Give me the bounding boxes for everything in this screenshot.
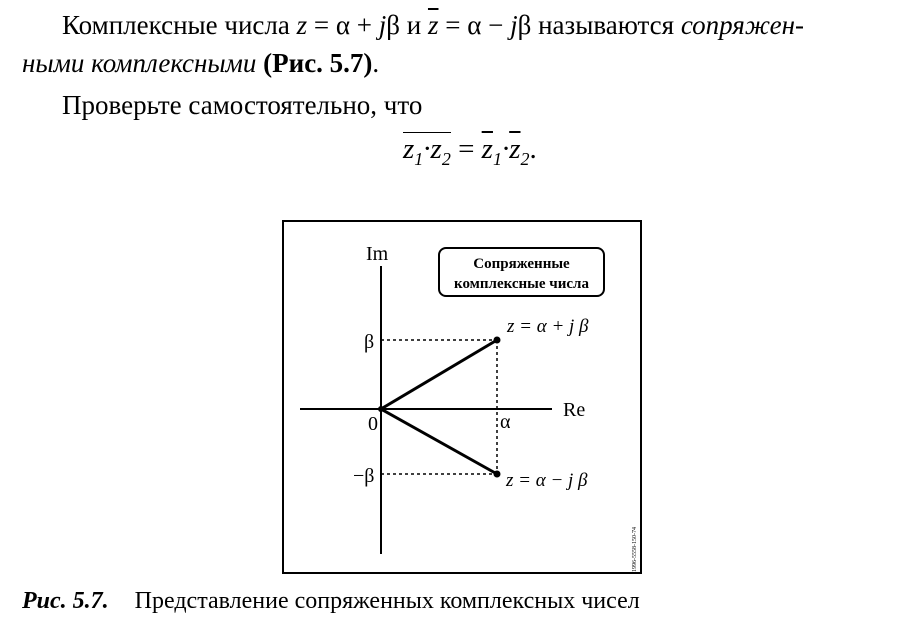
- var-j-2: j: [510, 10, 518, 40]
- text-eq2: = α −: [438, 10, 511, 40]
- caption-text: Представление сопряженных комплексных чисел: [134, 588, 640, 614]
- var-beta-2: β: [517, 10, 532, 40]
- text-end: .: [372, 48, 380, 78]
- figure-caption: [22, 588, 640, 615]
- origin-label: 0: [368, 413, 378, 435]
- axis-label-re: Re: [563, 399, 586, 421]
- text-prefix: Комплексные числа: [62, 10, 297, 40]
- tick-label-beta: β: [364, 331, 375, 353]
- formula-equals: =: [450, 133, 482, 165]
- label-point-z-conjugate: z = α − j β: [506, 470, 588, 491]
- tick-label-alpha: α: [500, 411, 511, 433]
- text-called: называются: [531, 10, 681, 40]
- label-point-z: z = α + j β: [507, 316, 589, 337]
- text-eq1: = α +: [307, 10, 379, 40]
- formula-lhs: $z_1\cdot z_2$: [403, 133, 451, 169]
- var-j: j: [378, 10, 387, 40]
- var-z: z: [296, 10, 308, 40]
- figure-reference: (Рис. 5.7): [256, 48, 373, 78]
- origin-point: [378, 406, 384, 412]
- axis-label-im: Im: [366, 243, 389, 265]
- paragraph-1-line-2: [22, 48, 379, 79]
- term-conjugate-part1: сопряжен-: [680, 10, 804, 40]
- side-code: 1996-5558-150-74: [632, 527, 638, 572]
- var-z-bar: $\overline{z}$: [427, 10, 439, 40]
- var-beta: β: [386, 10, 401, 40]
- conjugate-product-formula: $z_1\cdot z_2 = \overline{z}_1\cdot\overline{z}_2$.: [403, 133, 537, 169]
- paragraph-1-line-1: [62, 10, 804, 41]
- term-conjugate-part2: ными комплексными: [22, 48, 257, 78]
- caption-label: Рис. 5.7.: [22, 588, 109, 614]
- legend-line-1: Сопряженные: [473, 256, 570, 272]
- vector-z-conjugate: [381, 409, 497, 474]
- formula-rhs: $\overline{z}_1\cdot\overline{z}_2$: [481, 133, 530, 169]
- legend-line-2: комплексные числа: [454, 276, 589, 292]
- paragraph-2: Проверьте самостоятельно, что: [62, 90, 423, 120]
- point-z-conjugate: [494, 471, 501, 478]
- text-and: и: [400, 10, 428, 40]
- tick-label-minus-beta: −β: [353, 465, 375, 487]
- complex-plane-figure: [282, 220, 644, 576]
- vector-z: [381, 340, 497, 409]
- point-z: [494, 337, 501, 344]
